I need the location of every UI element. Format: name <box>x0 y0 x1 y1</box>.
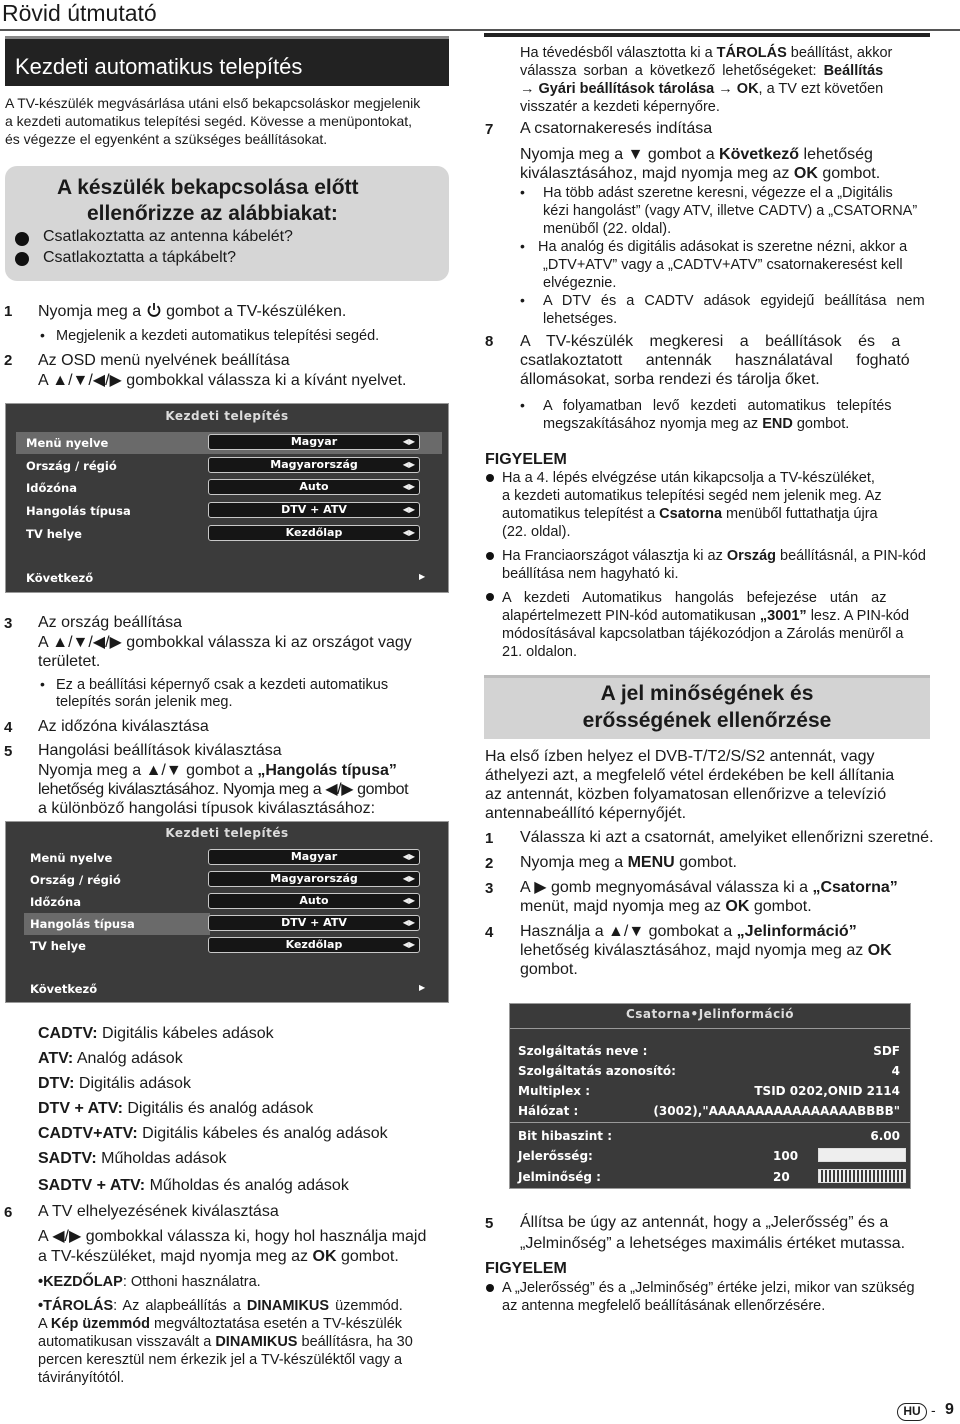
osd-value-country[interactable]: Magyarország ◀▶ <box>208 871 420 887</box>
osd-value-tv-location[interactable]: Kezdőlap ◀▶ <box>208 525 420 541</box>
osd-row-label: Időzóna <box>30 895 81 909</box>
check-item-power: Csatlakoztatta a tápkábelt? <box>43 249 237 266</box>
intro-line-3: és végezze el egyenként a szükséges beállításokat. <box>5 131 328 147</box>
info-key-multiplex: Multiplex : <box>518 1084 591 1098</box>
right-column-rule <box>484 33 930 37</box>
step-3-bullet-2: telepítés során jelenik meg. <box>56 694 233 710</box>
step-7-line-1: Nyomja meg a ▼ gombot a Következő lehetőség <box>520 146 873 163</box>
def-dtv-atv: DTV + ATV: Digitális és analóg adások <box>38 1100 314 1117</box>
bullet-icon <box>486 474 494 482</box>
signal-quality-bar <box>818 1169 906 1183</box>
osd-value-menu-language[interactable]: Magyar ◀▶ <box>208 849 420 865</box>
osd-initial-setup-1 <box>5 403 449 593</box>
step-7-number: 7 <box>485 121 494 138</box>
osd-value-menu-language[interactable]: Magyar ◀▶ <box>208 434 420 450</box>
signal-step-3-line-2: menüt, majd nyomja meg az OK gombot. <box>520 898 812 915</box>
step-8-line-2: csatlakoztatott antennák használatával fogható <box>520 352 910 369</box>
step-1-text-b: gombot a TV-készüléken. <box>166 303 347 320</box>
left-right-arrows-icon: ◀▶ <box>402 482 415 491</box>
info-value-bit-error: 6.00 <box>870 1129 900 1143</box>
osd-value-timezone[interactable]: Auto ◀▶ <box>208 893 420 909</box>
left-right-arrows-icon: ◀▶ <box>402 852 415 861</box>
signal-intro-4: antennabeállító képernyőjét. <box>485 805 687 822</box>
osd-value-country[interactable]: Magyarország ◀▶ <box>208 457 420 473</box>
osd-signal-title: Csatorna•Jelinformáció <box>625 1007 795 1021</box>
step-7-bullet-3-a: A DTV és a CADTV adások egyidejű beállítása nem <box>543 293 925 309</box>
section-title: Kezdeti automatikus telepítés <box>15 54 303 79</box>
osd-row-label: Időzóna <box>26 481 77 495</box>
step-5-title: Hangolási beállítások kiválasztása <box>38 742 282 759</box>
step-5-line-2: lehetőség kiválasztásához. Nyomja meg a ◀/▶ gombot <box>38 781 409 798</box>
bullet-icon <box>486 1284 494 1292</box>
page-dash: - <box>931 1402 936 1418</box>
bullet-icon: • <box>40 327 45 343</box>
step-6-para-4: távirányítótól. <box>38 1370 125 1386</box>
note-2-title: FIGYELEM <box>485 1260 567 1277</box>
store-note-line-1: Ha tévedésből választotta ki a TÁROLÁS beállítást, akkor <box>520 45 893 61</box>
step-1-bullet: Megjelenik a kezdeti automatikus telepítési segéd. <box>56 328 380 344</box>
info-key-signal-strength: Jelerősség: <box>518 1149 593 1163</box>
signal-strength-bar <box>818 1148 906 1162</box>
step-7-bullet-1-a: Ha több adást szeretne keresni, végezze el a „Digitális <box>543 185 893 201</box>
step-6-store: •TÁROLÁS: Az alapbeállítás a DINAMIKUS üzemmód. <box>38 1298 403 1314</box>
signal-intro-2: áthelyezi azt, a megfelelő vétel érdekében be kell állítania <box>485 767 895 784</box>
signal-step-3-number: 3 <box>485 880 494 897</box>
osd-title: Kezdeti telepítés <box>165 409 289 423</box>
left-right-arrows-icon: ◀▶ <box>402 460 415 469</box>
info-key-network: Hálózat : <box>518 1104 579 1118</box>
step-3-line-1: A ▲/▼/◀/▶ gombokkal válassza ki az országot vagy <box>38 634 412 651</box>
note-1-item-2-a: Ha Franciaországot választja ki az Ország beállításnál, a PIN-kód <box>502 548 926 564</box>
step-8-number: 8 <box>485 333 494 350</box>
def-sadtv-atv: SADTV + ATV: Műholdas és analóg adások <box>38 1177 349 1194</box>
info-value-service-id: 4 <box>891 1064 900 1078</box>
info-key-bit-error: Bit hibaszint : <box>518 1129 613 1143</box>
step-6-title: A TV elhelyezésének kiválasztása <box>38 1203 279 1220</box>
note-2-line-2: az antenna megfelelő beállításának ellenőrzésére. <box>502 1298 826 1314</box>
note-1-item-3-a: A kezdeti Automatikus hangolás befejezése után az <box>502 590 887 606</box>
step-7-bullet-3-b: lehetséges. <box>543 311 618 327</box>
step-2-number: 2 <box>4 352 13 369</box>
def-dtv: DTV: Digitális adások <box>38 1075 191 1092</box>
note-1-item-1-c: automatikus telepítést a Csatorna menüből futtathatja újra <box>502 506 878 522</box>
store-note-line-4: visszatér a kezdeti képernyőre. <box>520 99 720 115</box>
osd-row-label: Hangolás típusa <box>26 504 131 518</box>
left-right-arrows-icon: ◀▶ <box>402 528 415 537</box>
left-right-arrows-icon: ◀▶ <box>402 505 415 514</box>
step-7-bullet-2-b: „DTV+ATV” vagy a „CADTV+ATV” csatornakeresést kell <box>543 257 903 273</box>
signal-step-1-text: Válassza ki azt a csatornát, amelyiket ellenőrizni szeretné. <box>520 829 934 846</box>
note-1-item-1-d: (22. oldal). <box>502 524 571 540</box>
intro-line-1: A TV-készülék megvásárlása utáni első bekapcsoláskor megjelenik <box>5 95 421 111</box>
bullet-icon: • <box>520 184 525 200</box>
osd-signal-info <box>509 1003 911 1189</box>
step-2-line: A ▲/▼/◀/▶ gombokkal válassza ki a kívánt nyelvet. <box>38 372 407 389</box>
def-sadtv: SADTV: Műholdas adások <box>38 1150 227 1167</box>
info-key-signal-quality: Jelminőség : <box>518 1170 601 1184</box>
signal-step-2-number: 2 <box>485 855 494 872</box>
step-8-bullet-2: megszakításához nyomja meg az END gombot. <box>543 416 850 432</box>
step-6-home: •KEZDŐLAP: Otthoni használatra. <box>38 1274 261 1290</box>
signal-intro-3: az antennát, közben folyamatosan ellenőrizve a televízió <box>485 786 887 803</box>
store-note-line-2: válassza sorban a következő lehetőségeket: Beállítás <box>520 63 884 79</box>
step-6-para-2: automatikusan visszavált a DINAMIKUS beállításra, ha 30 <box>38 1334 413 1350</box>
note-1-item-3-d: 21. oldalon. <box>502 644 577 660</box>
signal-step-3-line-1: A ▶ gomb megnyomásával válassza ki a „Csatorna” <box>520 879 898 896</box>
signal-step-2-text: Nyomja meg a MENU gombot. <box>520 854 737 871</box>
info-value-multiplex: TSID 0202,ONID 2114 <box>754 1084 900 1098</box>
info-value-service-name: SDF <box>873 1044 900 1058</box>
check-box <box>5 166 449 281</box>
osd-value-tuning-type[interactable]: DTV + ATV ◀▶ <box>208 502 420 518</box>
bullet-icon <box>486 552 494 560</box>
step-5-line-1 <box>38 762 397 780</box>
signal-check-title-2: erősségének ellenőrzése <box>582 709 832 732</box>
left-right-arrows-icon: ◀▶ <box>402 940 415 949</box>
note-1-item-2-b: beállítása nem hagyható ki. <box>502 566 679 582</box>
osd-value-timezone[interactable]: Auto ◀▶ <box>208 479 420 495</box>
step-5-number: 5 <box>4 743 13 760</box>
osd-row-label: Hangolás típusa <box>30 917 135 931</box>
chevron-right-icon: ▶ <box>419 983 426 992</box>
section-title-bar <box>5 36 449 86</box>
bullet-icon <box>15 252 29 266</box>
bullet-icon: • <box>520 238 525 254</box>
step-7-bullet-2-c: elvégeznie. <box>543 275 617 291</box>
step-3-line-2: területet. <box>38 653 101 670</box>
def-cadtv-atv: CADTV+ATV: Digitális kábeles és analóg adások <box>38 1125 388 1142</box>
info-value-signal-quality: 20 <box>773 1170 790 1184</box>
step-3-number: 3 <box>4 615 13 632</box>
header-rule <box>0 29 960 31</box>
signal-step-4-line-3: gombot. <box>520 961 578 978</box>
step-8-bullet-1: A folyamatban levő kezdeti automatikus telepítés <box>543 398 892 414</box>
osd-row-label: TV helye <box>30 939 86 953</box>
signal-step-5-line-2: „Jelminőség” a lehetséges maximális értéket mutassa. <box>520 1235 906 1252</box>
info-key-service-id: Szolgáltatás azonosító: <box>518 1064 676 1078</box>
step-8-line-3: állomásokat, sorba rendezi és tárolja őket. <box>520 371 820 388</box>
osd-row-label: Menü nyelve <box>30 851 113 865</box>
page-header-title: Rövid útmutató <box>2 0 157 26</box>
info-key-service-name: Szolgáltatás neve : <box>518 1044 648 1058</box>
step-6-para-3: percen keresztül nem érkezik jel a TV-készüléktől vagy a <box>38 1352 403 1368</box>
info-value-signal-strength: 100 <box>773 1149 799 1163</box>
power-icon <box>146 302 162 318</box>
signal-check-title-1: A jel minőségének és <box>600 682 814 705</box>
step-4-number: 4 <box>4 719 13 736</box>
osd-next[interactable]: Következő <box>26 571 94 585</box>
note-1-item-1-a: Ha a 4. lépés elvégzése után kikapcsolja a TV-készüléket, <box>502 470 875 486</box>
check-item-antenna: Csatlakoztatta az antenna kábelét? <box>43 228 293 245</box>
def-cadtv: CADTV: Digitális kábeles adások <box>38 1025 274 1042</box>
signal-step-4-number: 4 <box>485 924 494 941</box>
note-1-item-3-c: módosításával kapcsolatban tájékozódjon a Zárolás menüről a <box>502 626 904 642</box>
step-7-title: A csatornakeresés indítása <box>520 120 713 137</box>
osd-next[interactable]: Következő <box>30 982 98 996</box>
osd-value-tuning-type[interactable]: DTV + ATV ◀▶ <box>208 915 420 931</box>
signal-intro-1: Ha első ízben helyez el DVB-T/T2/S/S2 antennát, vagy <box>485 748 875 765</box>
step-7-line-2: kiválasztásához, majd nyomja meg az OK gombot. <box>520 165 881 182</box>
left-right-arrows-icon: ◀▶ <box>402 918 415 927</box>
osd-row-label: Ország / régió <box>26 459 117 473</box>
step-7-bullet-1-c: menüből (22. oldal). <box>543 221 672 237</box>
note-1-title: FIGYELEM <box>485 451 567 468</box>
store-note-line-3: → Gyári beállítások tárolása → OK, a TV ezt követően <box>520 81 884 97</box>
step-7-bullet-2-a: Ha analóg és digitális adásokat is szeretne nézni, akkor a <box>538 239 908 255</box>
signal-step-1-number: 1 <box>485 830 494 847</box>
osd-initial-setup-2 <box>5 821 449 1003</box>
note-1-item-1-b: a kezdeti automatikus telepítési segéd nem jelenik meg. Az <box>502 488 882 504</box>
chevron-right-icon: ▶ <box>419 572 426 581</box>
def-atv: ATV: Analóg adások <box>38 1050 183 1067</box>
signal-step-5-number: 5 <box>485 1215 494 1232</box>
region-label: HU <box>903 1404 921 1418</box>
left-right-arrows-icon: ◀▶ <box>402 874 415 883</box>
bullet-icon <box>15 232 29 246</box>
check-box-title-2: ellenőrizze az alábbiakat: <box>87 202 338 225</box>
step-2-title: Az OSD menü nyelvének beállítása <box>38 352 290 369</box>
left-right-arrows-icon: ◀▶ <box>402 437 415 446</box>
left-right-arrows-icon: ◀▶ <box>402 896 415 905</box>
signal-step-4-line-1: Használja a ▲/▼ gombokat a „Jelinformáció” <box>520 923 857 940</box>
osd-divider <box>510 1122 910 1123</box>
signal-step-5-line-1: Állítsa be úgy az antennát, hogy a „Jelerősség” és a <box>520 1214 889 1231</box>
step-3-bullet-1: Ez a beállítási képernyő csak a kezdeti automatikus <box>56 677 389 693</box>
osd-title: Kezdeti telepítés <box>165 826 289 840</box>
step-6-para-1: A Kép üzemmód megváltoztatása esetén a TV-készülék <box>38 1316 403 1332</box>
step-5-line-1-b: „Hangolás típusa” <box>257 762 397 779</box>
note-2-line-1: A „Jelerősség” és a „Jelminőség” értéke jelzi, mikor van szükség <box>502 1280 915 1296</box>
step-6-number: 6 <box>4 1204 13 1221</box>
check-box-title-1: A készülék bekapcsolása előtt <box>57 176 359 199</box>
page-number: 9 <box>945 1401 954 1418</box>
step-1-number: 1 <box>4 303 13 320</box>
step-1-text-a: Nyomja meg a <box>38 303 142 320</box>
step-6-line-2: a TV-készüléket, majd nyomja meg az OK gombot. <box>38 1248 399 1265</box>
step-7-bullet-1-b: kézi hangolást” (vagy ATV, illetve CADTV) a „CSATORNA” <box>543 203 918 219</box>
bullet-icon: • <box>520 397 525 413</box>
bullet-icon <box>486 593 494 601</box>
osd-row-label: TV helye <box>26 527 82 541</box>
region-badge <box>897 1403 927 1421</box>
bullet-icon: • <box>40 676 45 692</box>
step-5-line-1-a: Nyomja meg a ▲/▼ gombot a <box>38 762 258 779</box>
signal-step-4-line-2: lehetőség kiválasztásához, majd nyomja meg az OK <box>520 942 892 959</box>
osd-value-tv-location[interactable]: Kezdőlap ◀▶ <box>208 937 420 953</box>
step-3-title: Az ország beállítása <box>38 614 183 631</box>
step-5-line-3: a különböző hangolási típusok kiválasztásához: <box>38 800 376 817</box>
note-1-item-3-b: alapértelmezett PIN-kód automatikusan „3001” lesz. A PIN-kód <box>502 608 910 624</box>
step-4-title: Az időzóna kiválasztása <box>38 718 209 735</box>
osd-row-label: Menü nyelve <box>26 436 109 450</box>
step-8-line-1: A TV-készülék megkeresi a beállítások és a <box>520 333 901 350</box>
step-1-text <box>38 302 346 321</box>
intro-line-2: a kezdeti automatikus telepítési segéd. Kövesse a menüpontokat, <box>5 113 413 129</box>
step-6-line-1: A ◀/▶ gombokkal válassza ki, hogy hol használja majd <box>38 1228 427 1245</box>
osd-row-label: Ország / régió <box>30 873 121 887</box>
bullet-icon: • <box>520 292 525 308</box>
info-value-network: (3002),"AAAAAAAAAAAAAAAABBBB" <box>653 1104 900 1118</box>
osd-divider <box>510 1028 910 1029</box>
signal-check-title-box <box>484 675 930 739</box>
